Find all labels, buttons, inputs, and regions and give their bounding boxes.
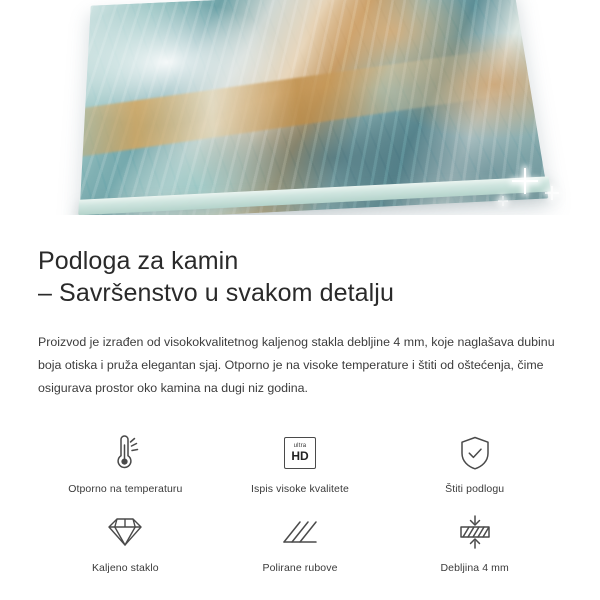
hero-image bbox=[0, 0, 600, 215]
feature-grid bbox=[38, 426, 562, 578]
feature-label: Ispis visoke kvalitete bbox=[251, 482, 349, 495]
content-area bbox=[0, 215, 600, 578]
feature-item-temperature bbox=[38, 426, 213, 499]
feature-label: Štiti podlogu bbox=[445, 482, 505, 495]
page-title-line-2: – Savršenstvo u svakom detalju bbox=[38, 279, 394, 307]
thermometer-icon bbox=[108, 432, 142, 474]
feature-item-polished-edges bbox=[213, 505, 388, 578]
page-title-line-1: Podloga za kamin bbox=[38, 247, 239, 275]
ultra-hd-badge-top: ultra bbox=[293, 443, 307, 450]
feature-label: Polirane rubove bbox=[262, 561, 338, 574]
feature-label: Debljina 4 mm bbox=[440, 561, 509, 574]
ultra-hd-icon bbox=[284, 432, 316, 474]
polished-edges-icon bbox=[280, 511, 320, 553]
ultra-hd-badge-main: HD bbox=[291, 449, 309, 464]
feature-item-tempered-glass bbox=[38, 505, 213, 578]
thickness-icon bbox=[455, 511, 495, 553]
feature-item-surface-protection bbox=[387, 426, 562, 499]
feature-item-print-quality bbox=[213, 426, 388, 499]
shield-check-icon bbox=[457, 432, 493, 474]
feature-label: Kaljeno staklo bbox=[91, 561, 159, 574]
diamond-icon bbox=[106, 511, 144, 553]
feature-label: Otporno na temperaturu bbox=[68, 482, 183, 495]
page-title bbox=[38, 245, 562, 309]
product-description: Proizvod je izrađen od visokokvalitetnog kaljenog stakla debljine 4 mm, koje naglašava dubinu boja otiska i pruža elegantan sjaj. Otporno je na visoke temperature i štiti od oštećenja, čime osigurava prostor oko kamina na dugi niz godina. bbox=[38, 335, 555, 395]
feature-item-thickness bbox=[387, 505, 562, 578]
